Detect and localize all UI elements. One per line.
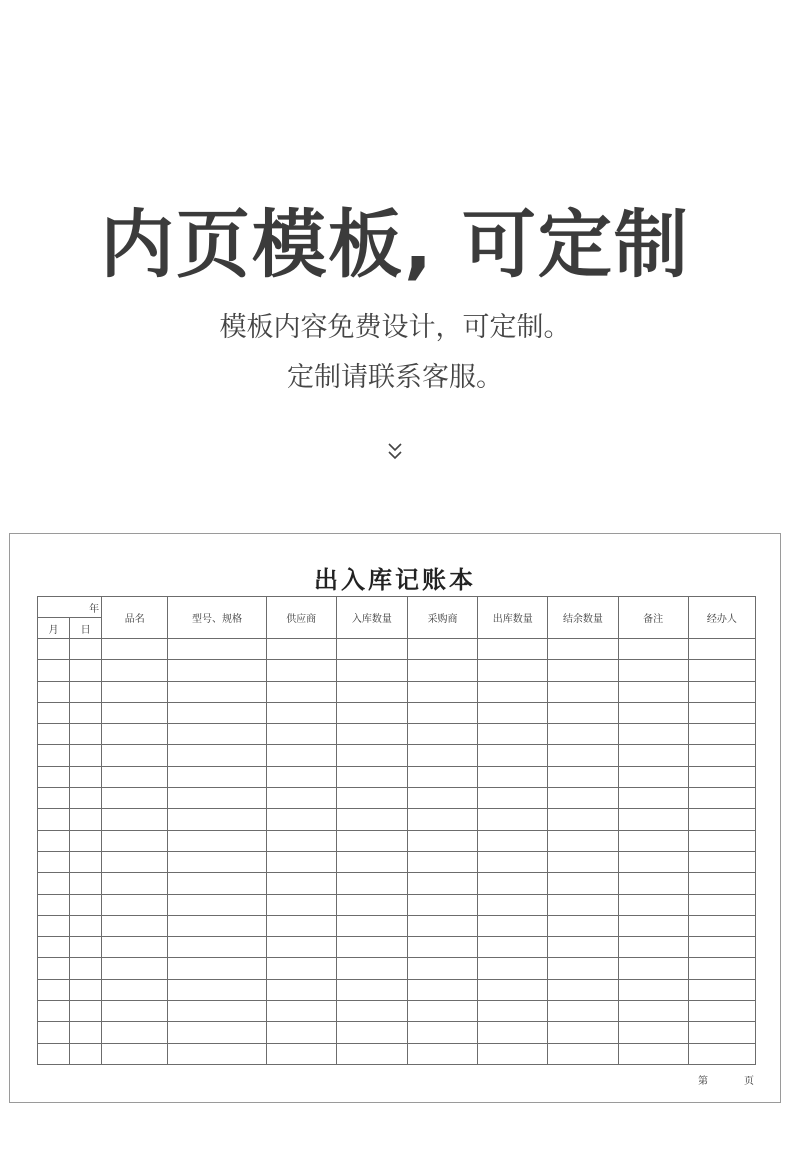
table-cell[interactable] — [102, 979, 168, 1000]
table-cell[interactable] — [336, 788, 407, 809]
table-cell[interactable] — [478, 809, 548, 830]
table-cell[interactable] — [102, 766, 168, 787]
table-cell[interactable] — [168, 639, 266, 660]
table-cell[interactable] — [688, 809, 755, 830]
table-cell[interactable] — [266, 873, 336, 894]
table-cell[interactable] — [688, 660, 755, 681]
table-cell[interactable] — [407, 958, 477, 979]
table-cell[interactable] — [70, 915, 102, 936]
table-cell[interactable] — [618, 979, 688, 1000]
table-cell[interactable] — [266, 1022, 336, 1043]
table-row — [38, 788, 756, 809]
table-cell[interactable] — [618, 1022, 688, 1043]
table-cell[interactable] — [548, 681, 618, 702]
table-row — [38, 894, 756, 915]
table-cell[interactable] — [478, 660, 548, 681]
page-prefix: 第 — [698, 1076, 708, 1087]
table-cell[interactable] — [407, 937, 477, 958]
table-cell[interactable] — [168, 958, 266, 979]
table-cell[interactable] — [336, 1001, 407, 1022]
table-cell[interactable] — [70, 894, 102, 915]
table-row — [38, 873, 756, 894]
col-header: 采购商 — [407, 597, 477, 639]
table-cell[interactable] — [618, 681, 688, 702]
table-cell[interactable] — [70, 639, 102, 660]
table-cell[interactable] — [336, 809, 407, 830]
table-cell[interactable] — [70, 809, 102, 830]
table-cell[interactable] — [548, 745, 618, 766]
table-cell[interactable] — [70, 1022, 102, 1043]
table-cell[interactable] — [478, 979, 548, 1000]
table-cell[interactable] — [70, 702, 102, 723]
table-cell[interactable] — [336, 681, 407, 702]
table-cell[interactable] — [478, 915, 548, 936]
table-cell[interactable] — [38, 1001, 70, 1022]
subtitle-line-1: 模板内容免费设计，可定制。 — [219, 312, 571, 343]
table-cell[interactable] — [478, 639, 548, 660]
table-cell[interactable] — [618, 745, 688, 766]
col-header: 结余数量 — [548, 597, 618, 639]
table-cell[interactable] — [336, 894, 407, 915]
table-cell[interactable] — [618, 639, 688, 660]
table-cell[interactable] — [102, 639, 168, 660]
table-row — [38, 915, 756, 936]
table-cell[interactable] — [266, 766, 336, 787]
subtitle-line-2: 定制请联系客服。 — [287, 362, 503, 393]
table-cell[interactable] — [102, 851, 168, 872]
table-cell[interactable] — [38, 894, 70, 915]
table-cell[interactable] — [618, 788, 688, 809]
table-cell[interactable] — [266, 681, 336, 702]
table-cell[interactable] — [168, 745, 266, 766]
table-cell[interactable] — [168, 894, 266, 915]
month-cell: 月 — [38, 618, 70, 639]
table-cell[interactable] — [70, 1001, 102, 1022]
table-cell[interactable] — [70, 873, 102, 894]
table-cell[interactable] — [70, 724, 102, 745]
table-cell[interactable] — [688, 958, 755, 979]
table-cell[interactable] — [618, 937, 688, 958]
table-cell[interactable] — [102, 1001, 168, 1022]
table-cell[interactable] — [102, 937, 168, 958]
header-row-top — [38, 597, 756, 618]
table-cell[interactable] — [407, 1043, 477, 1064]
table-cell[interactable] — [548, 788, 618, 809]
table-cell[interactable] — [688, 788, 755, 809]
table-cell[interactable] — [102, 702, 168, 723]
ledger-sheet — [9, 533, 781, 1103]
table-cell[interactable] — [266, 702, 336, 723]
col-header: 备注 — [618, 597, 688, 639]
table-cell[interactable] — [266, 639, 336, 660]
table-cell[interactable] — [38, 724, 70, 745]
table-cell[interactable] — [548, 873, 618, 894]
table-cell[interactable] — [168, 937, 266, 958]
table-cell[interactable] — [38, 788, 70, 809]
table-cell[interactable] — [168, 830, 266, 851]
table-cell[interactable] — [407, 979, 477, 1000]
table-cell[interactable] — [548, 958, 618, 979]
table-cell[interactable] — [688, 724, 755, 745]
table-row — [38, 851, 756, 872]
table-cell[interactable] — [407, 830, 477, 851]
table-cell[interactable] — [336, 851, 407, 872]
table-row — [38, 1022, 756, 1043]
table-cell[interactable] — [168, 1001, 266, 1022]
col-header: 经办人 — [688, 597, 755, 639]
table-cell[interactable] — [407, 894, 477, 915]
table-cell[interactable] — [548, 830, 618, 851]
table-row — [38, 724, 756, 745]
table-cell[interactable] — [548, 639, 618, 660]
table-cell[interactable] — [407, 1022, 477, 1043]
table-cell[interactable] — [407, 639, 477, 660]
table-row — [38, 809, 756, 830]
table-cell[interactable] — [407, 851, 477, 872]
table-cell[interactable] — [70, 745, 102, 766]
table-cell[interactable] — [688, 1001, 755, 1022]
table-cell[interactable] — [478, 766, 548, 787]
table-cell[interactable] — [688, 639, 755, 660]
table-cell[interactable] — [266, 894, 336, 915]
page-number-label — [698, 1072, 754, 1087]
col-header: 品名 — [102, 597, 168, 639]
table-cell[interactable] — [688, 745, 755, 766]
table-cell[interactable] — [548, 766, 618, 787]
table-cell[interactable] — [688, 873, 755, 894]
table-cell[interactable] — [102, 724, 168, 745]
col-header: 入库数量 — [336, 597, 407, 639]
table-cell[interactable] — [478, 745, 548, 766]
col-header: 供应商 — [266, 597, 336, 639]
table-cell[interactable] — [266, 788, 336, 809]
table-cell[interactable] — [70, 830, 102, 851]
table-cell[interactable] — [478, 1043, 548, 1064]
table-cell[interactable] — [618, 873, 688, 894]
table-cell[interactable] — [70, 937, 102, 958]
table-cell[interactable] — [38, 745, 70, 766]
table-row — [38, 1043, 756, 1064]
table-cell[interactable] — [336, 830, 407, 851]
table-cell[interactable] — [478, 937, 548, 958]
table-cell[interactable] — [38, 766, 70, 787]
table-cell[interactable] — [478, 830, 548, 851]
table-cell[interactable] — [70, 766, 102, 787]
table-row — [38, 979, 756, 1000]
table-cell[interactable] — [688, 1043, 755, 1064]
table-cell[interactable] — [407, 809, 477, 830]
table-cell[interactable] — [618, 660, 688, 681]
table-cell[interactable] — [266, 937, 336, 958]
table-cell[interactable] — [478, 894, 548, 915]
table-row — [38, 1001, 756, 1022]
table-cell[interactable] — [168, 724, 266, 745]
table-cell[interactable] — [38, 660, 70, 681]
table-cell[interactable] — [336, 745, 407, 766]
table-cell[interactable] — [688, 937, 755, 958]
table-cell[interactable] — [548, 1001, 618, 1022]
table-cell[interactable] — [548, 724, 618, 745]
table-cell[interactable] — [38, 979, 70, 1000]
table-cell[interactable] — [102, 830, 168, 851]
table-cell[interactable] — [102, 894, 168, 915]
table-cell[interactable] — [407, 681, 477, 702]
table-cell[interactable] — [168, 660, 266, 681]
table-cell[interactable] — [102, 1043, 168, 1064]
table-cell[interactable] — [478, 873, 548, 894]
table-cell[interactable] — [336, 702, 407, 723]
table-cell[interactable] — [168, 873, 266, 894]
table-cell[interactable] — [548, 851, 618, 872]
table-cell[interactable] — [688, 681, 755, 702]
table-cell[interactable] — [266, 830, 336, 851]
table-cell[interactable] — [407, 766, 477, 787]
table-cell[interactable] — [548, 660, 618, 681]
table-cell[interactable] — [266, 1001, 336, 1022]
table-cell[interactable] — [478, 851, 548, 872]
table-cell[interactable] — [168, 1043, 266, 1064]
table-cell[interactable] — [38, 915, 70, 936]
table-cell[interactable] — [618, 766, 688, 787]
table-cell[interactable] — [618, 915, 688, 936]
table-cell[interactable] — [168, 809, 266, 830]
table-cell[interactable] — [618, 830, 688, 851]
table-cell[interactable] — [336, 937, 407, 958]
table-cell[interactable] — [38, 639, 70, 660]
table-cell[interactable] — [336, 873, 407, 894]
table-cell[interactable] — [688, 894, 755, 915]
table-cell[interactable] — [336, 660, 407, 681]
table-row — [38, 702, 756, 723]
table-cell[interactable] — [336, 958, 407, 979]
table-cell[interactable] — [102, 915, 168, 936]
table-cell[interactable] — [38, 873, 70, 894]
table-cell[interactable] — [168, 851, 266, 872]
table-cell[interactable] — [168, 681, 266, 702]
headline: 内页模板, 可定制 — [100, 202, 690, 288]
table-cell[interactable] — [266, 1043, 336, 1064]
table-cell[interactable] — [688, 766, 755, 787]
table-cell[interactable] — [38, 958, 70, 979]
table-cell[interactable] — [102, 1022, 168, 1043]
table-cell[interactable] — [266, 915, 336, 936]
table-cell[interactable] — [336, 1022, 407, 1043]
table-cell[interactable] — [407, 915, 477, 936]
table-row — [38, 660, 756, 681]
table-cell[interactable] — [478, 681, 548, 702]
table-row — [38, 830, 756, 851]
table-cell[interactable] — [266, 724, 336, 745]
table-cell[interactable] — [407, 788, 477, 809]
table-cell[interactable] — [407, 745, 477, 766]
table-cell[interactable] — [618, 809, 688, 830]
table-row — [38, 745, 756, 766]
table-row — [38, 958, 756, 979]
day-cell: 日 — [70, 618, 102, 639]
table-cell[interactable] — [548, 894, 618, 915]
table-cell[interactable] — [168, 915, 266, 936]
table-cell[interactable] — [618, 1043, 688, 1064]
table-cell[interactable] — [688, 702, 755, 723]
table-cell[interactable] — [478, 1022, 548, 1043]
table-cell[interactable] — [168, 1022, 266, 1043]
table-cell[interactable] — [102, 958, 168, 979]
double-chevron-down-icon — [385, 438, 405, 464]
table-cell[interactable] — [478, 958, 548, 979]
table-cell[interactable] — [688, 979, 755, 1000]
ledger-title: 出入库记账本 — [314, 565, 476, 594]
table-cell[interactable] — [38, 1022, 70, 1043]
table-cell[interactable] — [38, 681, 70, 702]
col-header: 出库数量 — [478, 597, 548, 639]
table-cell[interactable] — [70, 660, 102, 681]
table-cell[interactable] — [618, 702, 688, 723]
table-cell[interactable] — [548, 809, 618, 830]
table-row — [38, 681, 756, 702]
table-cell[interactable] — [478, 788, 548, 809]
table-cell[interactable] — [688, 915, 755, 936]
table-cell[interactable] — [688, 830, 755, 851]
table-cell[interactable] — [336, 979, 407, 1000]
table-cell[interactable] — [548, 1043, 618, 1064]
table-cell[interactable] — [266, 745, 336, 766]
table-cell[interactable] — [168, 702, 266, 723]
table-cell[interactable] — [70, 979, 102, 1000]
table-cell[interactable] — [336, 1043, 407, 1064]
col-header: 型号、规格 — [168, 597, 266, 639]
table-cell[interactable] — [168, 766, 266, 787]
table-cell[interactable] — [407, 724, 477, 745]
table-cell[interactable] — [336, 766, 407, 787]
table-cell[interactable] — [70, 1043, 102, 1064]
table-cell[interactable] — [102, 681, 168, 702]
table-cell[interactable] — [38, 937, 70, 958]
year-cell: 年 — [38, 597, 102, 618]
ledger-table — [37, 596, 756, 1065]
table-cell[interactable] — [336, 724, 407, 745]
table-row — [38, 639, 756, 660]
page-suffix: 页 — [744, 1076, 754, 1087]
table-cell[interactable] — [70, 681, 102, 702]
table-cell[interactable] — [478, 702, 548, 723]
table-cell[interactable] — [407, 873, 477, 894]
table-cell[interactable] — [407, 660, 477, 681]
table-cell[interactable] — [102, 788, 168, 809]
table-cell[interactable] — [618, 958, 688, 979]
table-cell[interactable] — [688, 851, 755, 872]
table-cell[interactable] — [168, 788, 266, 809]
table-cell[interactable] — [168, 979, 266, 1000]
table-cell[interactable] — [618, 894, 688, 915]
table-cell[interactable] — [548, 979, 618, 1000]
table-row — [38, 766, 756, 787]
table-cell[interactable] — [102, 660, 168, 681]
table-cell[interactable] — [38, 702, 70, 723]
table-cell[interactable] — [336, 915, 407, 936]
table-cell[interactable] — [548, 702, 618, 723]
table-cell[interactable] — [102, 873, 168, 894]
table-cell[interactable] — [478, 1001, 548, 1022]
table-cell[interactable] — [70, 958, 102, 979]
table-cell[interactable] — [38, 1043, 70, 1064]
table-cell[interactable] — [688, 1022, 755, 1043]
table-cell[interactable] — [478, 724, 548, 745]
table-cell[interactable] — [618, 1001, 688, 1022]
table-cell[interactable] — [266, 979, 336, 1000]
table-cell[interactable] — [407, 1001, 477, 1022]
table-cell[interactable] — [102, 745, 168, 766]
table-cell[interactable] — [266, 660, 336, 681]
table-cell[interactable] — [102, 809, 168, 830]
table-cell[interactable] — [407, 702, 477, 723]
table-cell[interactable] — [70, 788, 102, 809]
table-row — [38, 937, 756, 958]
table-cell[interactable] — [266, 958, 336, 979]
table-cell[interactable] — [548, 937, 618, 958]
table-cell[interactable] — [618, 724, 688, 745]
table-cell[interactable] — [618, 851, 688, 872]
table-cell[interactable] — [266, 809, 336, 830]
table-cell[interactable] — [336, 639, 407, 660]
table-cell[interactable] — [38, 830, 70, 851]
table-cell[interactable] — [70, 851, 102, 872]
table-cell[interactable] — [266, 851, 336, 872]
table-cell[interactable] — [38, 809, 70, 830]
table-cell[interactable] — [548, 915, 618, 936]
table-cell[interactable] — [548, 1022, 618, 1043]
table-cell[interactable] — [38, 851, 70, 872]
